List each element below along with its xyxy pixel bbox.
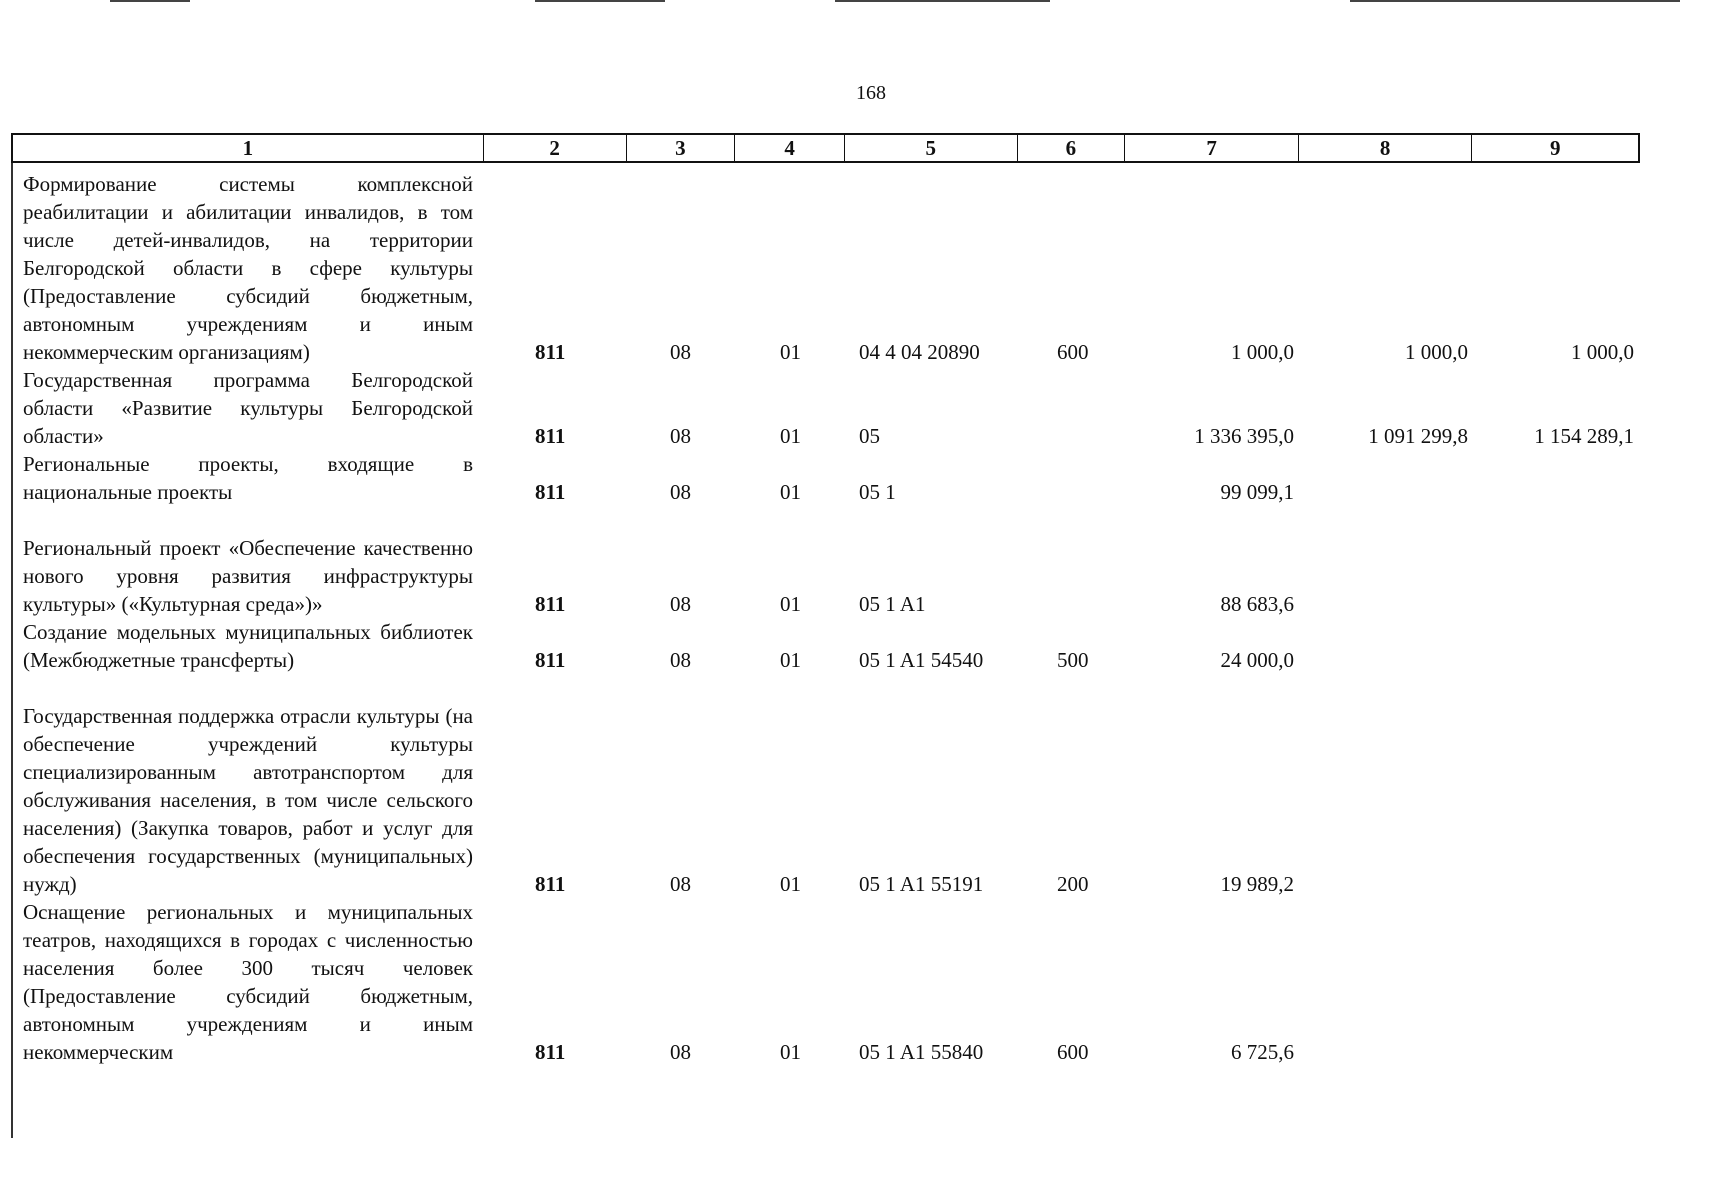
- cell-amount-col8: 1 000,0: [1405, 340, 1468, 364]
- scan-edge-mark: [535, 0, 665, 2]
- cell-amount-col7: 1 000,0: [1231, 340, 1294, 364]
- table-row: [0, 674, 1710, 898]
- cell-subsection: 01: [780, 340, 801, 364]
- cell-subsection: 01: [780, 592, 801, 616]
- cell-section: 08: [670, 592, 691, 616]
- table-row: [0, 366, 1710, 450]
- cell-ministry-code: 811: [535, 1040, 566, 1064]
- column-header: 5: [845, 135, 1018, 161]
- cell-amount-col8: 1 091 299,8: [1368, 424, 1468, 448]
- row-description: Региональные проекты, входящие в национальные проекты: [23, 452, 473, 504]
- table-row: [0, 170, 1710, 366]
- cell-amount-col9: 1 154 289,1: [1534, 424, 1634, 448]
- cell-subsection: 01: [780, 1040, 801, 1064]
- column-header: 2: [484, 135, 627, 161]
- cell-subsection: 01: [780, 480, 801, 504]
- page-number: 168: [856, 82, 886, 104]
- cell-ministry-code: 811: [535, 480, 566, 504]
- scan-edge-mark: [835, 0, 1050, 2]
- cell-amount-col7: 88 683,6: [1220, 592, 1294, 616]
- cell-target-article: 05 1 A1 55840: [859, 1040, 984, 1064]
- cell-ministry-code: 811: [535, 424, 566, 448]
- row-description: Формирование системы комплексной реабилитации и абилитации инвалидов, в том числе детей-инвалидов, на территории Белгородской области в сфере культуры (Предоставление субсидий бюджетным, автономным учреждениям и иным некоммерческим организациям): [23, 172, 473, 364]
- cell-ministry-code: 811: [535, 340, 566, 364]
- cell-target-article: 05 1 A1 55191: [859, 872, 984, 896]
- cell-expense-type: 500: [1057, 648, 1089, 672]
- table-row: [0, 506, 1710, 618]
- row-description: Государственная программа Белгородской области «Развитие культуры Белгородской области»: [23, 368, 473, 448]
- column-header: 8: [1299, 135, 1473, 161]
- column-header: 1: [13, 135, 484, 161]
- cell-section: 08: [670, 480, 691, 504]
- cell-amount-col7: 99 099,1: [1220, 480, 1294, 504]
- cell-subsection: 01: [780, 424, 801, 448]
- table-row: [0, 898, 1710, 1066]
- cell-expense-type: 600: [1057, 340, 1089, 364]
- column-header: 3: [627, 135, 736, 161]
- row-description: Создание модельных муниципальных библиотек (Межбюджетные трансферты): [23, 620, 473, 672]
- cell-target-article: 05 1 A1: [859, 592, 926, 616]
- row-description: Региональный проект «Обеспечение качественно нового уровня развития инфраструктуры культуры» («Культурная среда»)»: [23, 536, 473, 616]
- cell-target-article: 05: [859, 424, 880, 448]
- table-row: [0, 450, 1710, 506]
- cell-section: 08: [670, 424, 691, 448]
- column-header: 9: [1549, 136, 1561, 160]
- cell-section: 08: [670, 872, 691, 896]
- column-header: 7: [1125, 135, 1299, 161]
- cell-expense-type: 200: [1057, 872, 1089, 896]
- scan-edge-mark: [1350, 0, 1680, 2]
- row-description: Государственная поддержка отрасли культуры (на обеспечение учреждений культуры специализированным автотранспортом для обслуживания населения, в том числе сельского населения) (Закупка товаров, работ и услуг для обеспечения государственных (муниципальных) нужд): [23, 704, 473, 896]
- cell-amount-col7: 6 725,6: [1231, 1040, 1294, 1064]
- table-row: [0, 618, 1710, 674]
- cell-section: 08: [670, 340, 691, 364]
- cell-ministry-code: 811: [535, 648, 566, 672]
- cell-amount-col9: 1 000,0: [1571, 340, 1634, 364]
- row-description: Оснащение региональных и муниципальных театров, находящихся в городах с численностью населения более 300 тысяч человек (Предоставление субсидий бюджетным, автономным учреждениям и иным некоммерческим: [23, 900, 473, 1064]
- cell-amount-col7: 24 000,0: [1220, 648, 1294, 672]
- cell-section: 08: [670, 648, 691, 672]
- column-header: 4: [735, 135, 845, 161]
- cell-target-article: 05 1: [859, 480, 896, 504]
- cell-target-article: 04 4 04 20890: [859, 340, 980, 364]
- table-header-row: [11, 133, 1640, 163]
- cell-amount-col7: 1 336 395,0: [1194, 424, 1294, 448]
- scan-edge-mark: [110, 0, 190, 2]
- cell-target-article: 05 1 A1 54540: [859, 648, 984, 672]
- cell-expense-type: 600: [1057, 1040, 1089, 1064]
- cell-ministry-code: 811: [535, 872, 566, 896]
- cell-ministry-code: 811: [535, 592, 566, 616]
- cell-amount-col7: 19 989,2: [1220, 872, 1294, 896]
- column-header: 6: [1018, 135, 1126, 161]
- cell-section: 08: [670, 1040, 691, 1064]
- cell-subsection: 01: [780, 872, 801, 896]
- cell-subsection: 01: [780, 648, 801, 672]
